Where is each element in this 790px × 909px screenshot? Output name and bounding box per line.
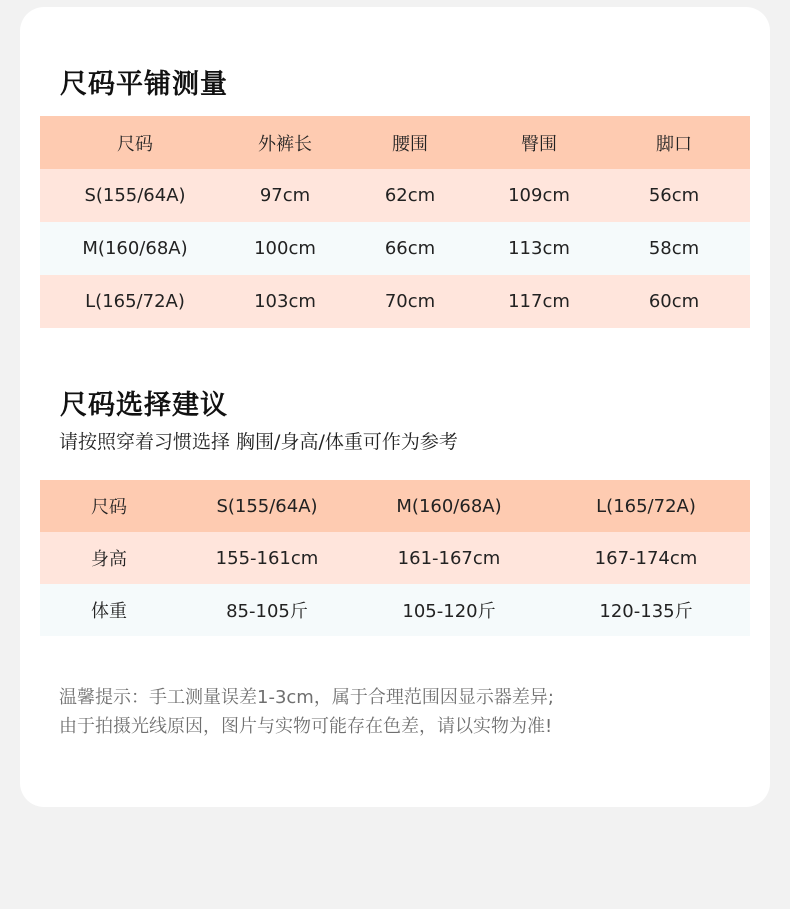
table-cell: 85-105斤 <box>226 601 308 622</box>
table-header-row <box>40 480 750 532</box>
header-cell: 外裤长 <box>258 133 312 155</box>
header-cell: 腰围 <box>392 133 428 155</box>
header-cell: 脚口 <box>656 133 692 155</box>
header-cell: 尺码 <box>117 133 153 155</box>
table-cell: 155-161cm <box>215 547 319 569</box>
table-cell: 97cm <box>259 185 311 206</box>
table-row <box>40 584 750 636</box>
table-cell: 167-174cm <box>594 547 698 569</box>
header-cell: S(155/64A) <box>216 495 318 517</box>
table-cell: S(155/64A) <box>84 185 186 206</box>
table-cell: 109cm <box>508 185 570 206</box>
table-cell: 120-135斤 <box>599 601 693 622</box>
size-advice-table <box>40 480 750 636</box>
table-cell: 56cm <box>648 185 700 206</box>
header-cell: 臀围 <box>521 133 557 155</box>
table-cell: 105-120斤 <box>402 601 496 622</box>
table-row <box>40 532 750 584</box>
table-row <box>40 169 750 222</box>
table-header-row <box>40 116 750 169</box>
size-advice-subtitle: 请按照穿着习惯选择 胸围/身高/体重可作为参考 <box>59 431 458 453</box>
header-cell: L(165/72A) <box>596 495 696 517</box>
notice-line: 温馨提示：手工测量误差1-3cm，属于合理范围因显示器差异; <box>59 687 554 708</box>
table-cell: 100cm <box>254 238 316 259</box>
size-advice-title: 尺码选择建议 <box>60 390 228 421</box>
table-cell: 103cm <box>254 291 316 312</box>
table-cell: 60cm <box>648 291 700 312</box>
table-cell: 70cm <box>384 291 436 312</box>
table-cell: 62cm <box>384 185 436 206</box>
notice-line: 由于拍摄光线原因，图片与实物可能存在色差，请以实物为准! <box>59 716 553 737</box>
table-cell: 体重 <box>91 601 127 622</box>
header-cell: 尺码 <box>91 497 127 518</box>
table-cell: 161-167cm <box>397 547 501 569</box>
table-cell: 58cm <box>648 238 700 259</box>
table-cell: 身高 <box>91 549 127 570</box>
flat-measure-table <box>40 116 750 328</box>
notice-text <box>59 683 554 741</box>
table-cell: L(165/72A) <box>85 291 185 312</box>
size-chart-card <box>20 7 770 807</box>
table-cell: 66cm <box>384 238 436 259</box>
table-cell: M(160/68A) <box>82 238 188 259</box>
table-row <box>40 222 750 275</box>
header-cell: M(160/68A) <box>396 495 502 517</box>
flat-measure-title: 尺码平铺测量 <box>60 69 228 100</box>
table-cell: 117cm <box>508 291 570 312</box>
table-cell: 113cm <box>508 238 570 259</box>
table-row <box>40 275 750 328</box>
